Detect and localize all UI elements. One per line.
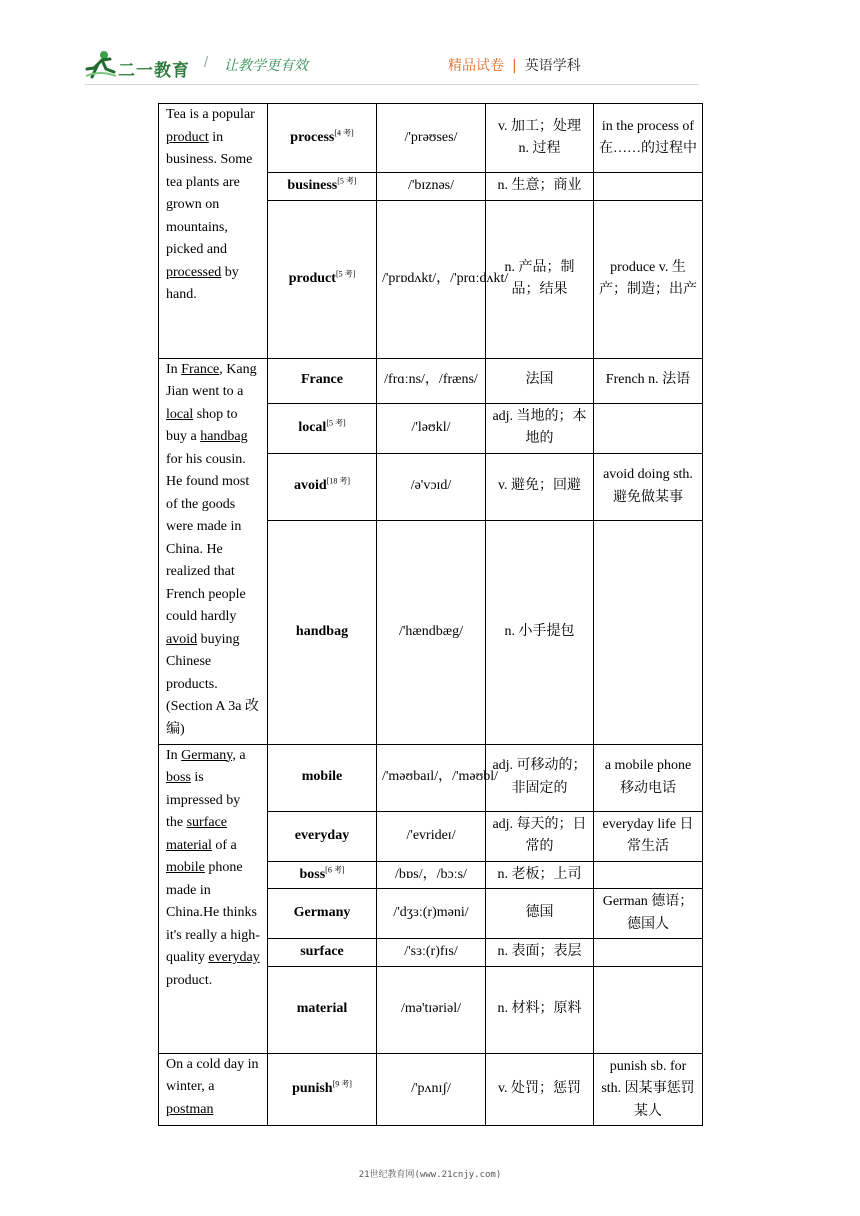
passage-text: in business. Some tea plants are grown on mountains, picked and (166, 129, 253, 257)
extension-cell: produce v. 生产；制造；出产 (594, 200, 703, 358)
logo (84, 50, 244, 82)
meaning-cell: n. 小手提包 (486, 520, 594, 744)
header-category: 精品试卷 (448, 58, 504, 74)
passage-text: by hand. (166, 264, 239, 302)
vocab-word: everyday (294, 827, 350, 843)
phonetic-cell: /'ləʊkl/ (377, 403, 486, 453)
word-cell (268, 861, 377, 889)
vocab-word: process (290, 129, 335, 145)
phonetic-cell: /'dʒɜː(r)məni/ (377, 889, 486, 939)
vocab-word: handbag (295, 623, 349, 639)
phonetic-cell: /'prəʊses/ (377, 104, 486, 173)
exam-frequency: [5 考] (337, 176, 357, 186)
passage-text: shop to buy a (166, 406, 238, 444)
keyword-underlined: boss (166, 770, 191, 785)
meaning-cell: 法国 (486, 358, 594, 403)
extension-cell: punish sb. for sth. 因某事惩罚某人 (594, 1053, 703, 1126)
meaning-cell: v. 处罚；惩罚 (486, 1053, 594, 1126)
header-subject (448, 55, 581, 75)
vocabulary-table-body (159, 104, 703, 1126)
page-header (84, 46, 684, 86)
passage-text: phone made in China.He thinks it's really a high-quality (166, 860, 260, 965)
passage-text: buying Chinese products.(Section A 3a 改编) (166, 631, 259, 737)
vocab-word: local (298, 419, 327, 435)
meaning-cell: n. 老板；上司 (486, 861, 594, 889)
header-separator: / (204, 54, 209, 71)
keyword-underlined: handbag (200, 429, 248, 444)
phonetic-cell: /'evrideɪ/ (377, 811, 486, 861)
word-cell (268, 403, 377, 453)
meaning-cell: v. 加工；处理 n. 过程 (486, 104, 594, 173)
keyword-underlined: surface (186, 815, 228, 830)
extension-cell: in the process of 在……的过程中 (594, 104, 703, 173)
passage-cell (159, 104, 268, 359)
extension-cell: everyday life 日常生活 (594, 811, 703, 861)
vocab-word: punish (292, 1081, 333, 1096)
runner-logo-icon (84, 50, 118, 80)
extension-cell (594, 966, 703, 1053)
passage-text: In (166, 747, 182, 763)
phonetic-cell: /'prɒdʌkt/，/'prɑːdʌkt/ (377, 200, 486, 358)
extension-cell: French n. 法语 (594, 358, 703, 403)
word-cell (268, 939, 377, 967)
phonetic-cell: /frɑːns/，/fræns/ (377, 358, 486, 403)
phonetic-cell: /'məʊbaɪl/，/'məʊbl/ (377, 744, 486, 811)
vocab-word: product (288, 270, 336, 286)
phonetic-cell: /'bɪznəs/ (377, 173, 486, 201)
passage-cell (159, 744, 268, 1053)
exam-frequency: [18 考] (326, 476, 350, 486)
passage-text: , Kang Jian went to a (166, 361, 257, 399)
vocab-word: surface (300, 944, 344, 959)
table-row (159, 1053, 703, 1126)
keyword-underlined: postman (166, 1101, 214, 1117)
exam-frequency: [5 考] (335, 269, 356, 279)
keyword-underlined: avoid (166, 631, 198, 647)
vocab-word: material (296, 1001, 348, 1017)
logo-text: 二一教育 (118, 61, 190, 80)
exam-frequency: [4 考] (334, 128, 354, 138)
exam-frequency: [6 考] (325, 864, 345, 874)
extension-cell (594, 173, 703, 201)
keyword-underlined: product (166, 129, 209, 145)
page-footer: 21世纪教育网(www.21cnjy.com) (358, 1170, 502, 1180)
meaning-cell: adj. 每天的；日常的 (486, 811, 594, 861)
extension-cell: a mobile phone 移动电话 (594, 744, 703, 811)
word-cell (268, 173, 377, 201)
meaning-cell: n. 产品；制品；结果 (486, 200, 594, 358)
header-subject-label: 英语学科 (524, 58, 581, 74)
keyword-underlined: France (181, 361, 220, 377)
vocab-word: France (301, 372, 343, 388)
extension-cell (594, 520, 703, 744)
passage-text: Tea is a popular (166, 107, 255, 122)
word-cell (268, 889, 377, 939)
passage-text: is impressed by the (166, 770, 241, 830)
phonetic-cell: /mə'tɪəriəl/ (377, 966, 486, 1053)
keyword-underlined: everyday (208, 950, 260, 965)
passage-text: for his cousin. He found most of the goods were made in China. He realized that French people could hardly (166, 451, 250, 624)
phonetic-cell: /'hændbæg/ (377, 520, 486, 744)
passage-cell (159, 358, 268, 744)
passage-cell (159, 1053, 268, 1126)
keyword-underlined: material (166, 837, 212, 853)
word-cell (268, 200, 377, 358)
vocab-word: avoid (293, 478, 327, 494)
meaning-cell: n. 生意；商业 (486, 173, 594, 201)
word-cell (268, 966, 377, 1053)
meaning-cell: adj. 当地的；本地的 (486, 403, 594, 453)
phonetic-cell: /ə'vɔɪd/ (377, 453, 486, 520)
word-cell (268, 453, 377, 520)
phonetic-cell: /'sɜː(r)fɪs/ (377, 939, 486, 967)
exam-frequency: [9 考] (332, 1079, 352, 1089)
meaning-cell: n. 材料；原料 (486, 966, 594, 1053)
extension-cell (594, 939, 703, 967)
meaning-cell: n. 表面；表层 (486, 939, 594, 967)
word-cell (268, 811, 377, 861)
passage-text: On a cold day in winter, a (166, 1056, 259, 1094)
passage-text: product. (166, 972, 213, 988)
word-cell (268, 104, 377, 173)
vocab-word: business (287, 178, 338, 193)
extension-cell (594, 403, 703, 453)
passage-text: of a (211, 837, 237, 853)
phonetic-cell: /bɒs/，/bɔːs/ (377, 861, 486, 889)
header-divider: | (512, 58, 517, 74)
extension-cell: German 德语；德国人 (594, 889, 703, 939)
extension-cell (594, 861, 703, 889)
keyword-underlined: processed (166, 264, 222, 280)
keyword-underlined: local (166, 406, 194, 422)
word-cell (268, 358, 377, 403)
extension-cell: avoid doing sth. 避免做某事 (594, 453, 703, 520)
word-cell (268, 520, 377, 744)
table-row (159, 104, 703, 173)
vocab-word: mobile (301, 769, 343, 785)
vocab-word: boss (299, 866, 326, 882)
table-row (159, 744, 703, 811)
meaning-cell: adj. 可移动的；非固定的 (486, 744, 594, 811)
exam-frequency: [5 考] (326, 418, 346, 428)
keyword-underlined: Germany, (181, 747, 236, 763)
word-cell (268, 1053, 377, 1126)
meaning-cell: v. 避免；回避 (486, 453, 594, 520)
passage-text: In (166, 361, 182, 377)
slogan: 让教学更有效 (224, 58, 308, 74)
keyword-underlined: mobile (166, 860, 205, 875)
word-cell (268, 744, 377, 811)
meaning-cell: 德国 (486, 889, 594, 939)
vocabulary-table (158, 103, 703, 1126)
header-rule (84, 84, 698, 85)
phonetic-cell: /'pʌnɪʃ/ (377, 1053, 486, 1126)
passage-text: a (235, 747, 246, 763)
vocab-word: Germany (293, 905, 351, 921)
table-row (159, 358, 703, 403)
